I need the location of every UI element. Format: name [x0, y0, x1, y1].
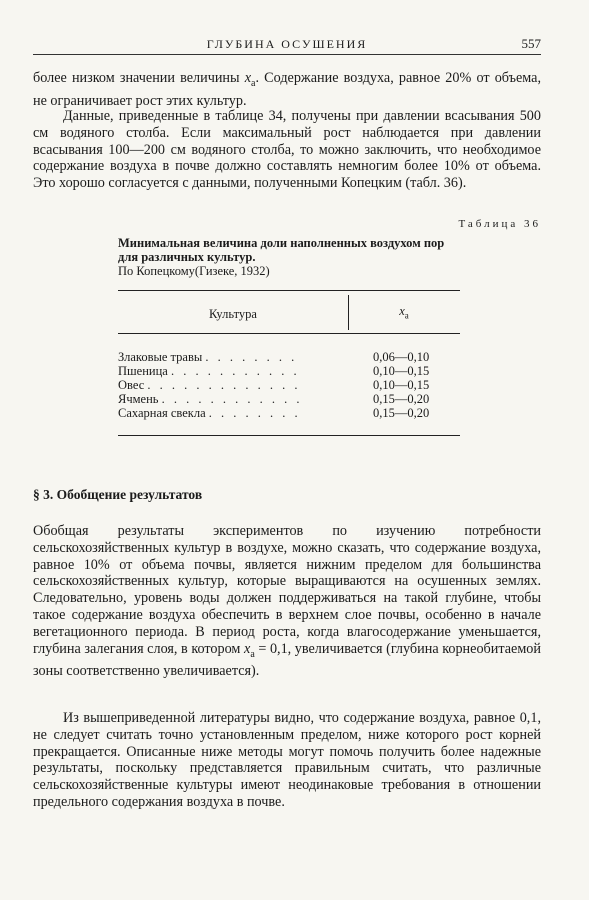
table-row: [118, 350, 460, 364]
table-title-block: [118, 236, 448, 278]
table-header-xa: [348, 304, 460, 321]
section-number: § 3.: [33, 487, 54, 502]
paragraph-3-text-a: Обобщая результаты экспериментов по изучению потребности сельскохозяйственных культур в воздухе, можно сказать, что содержание воздуха, равное 10% от объема почвы, является нижним пределом для большинства сельскохозяйственных культур, которые выращиваются на осушенных землях. Следовательно, уровень воды должен поддерживаться на такой глубине, чтобы такое содержание воздуха обеспечить в верхнем слое почвы, особенно в начале вегетационного периода. В период роста, когда влагосодержание уменьшается, глубина залегания слоя, в котором: [33, 523, 541, 657]
paragraph-3-text-b: = 0,1, увеличивается (глубина корнеобитаемой зоны соответственно увеличивается).: [33, 640, 541, 680]
crop-name: Пшеница: [118, 364, 168, 378]
table-rule-top: [118, 290, 460, 291]
table-cell-crop: [118, 350, 348, 364]
table-row: [118, 378, 460, 392]
crop-name: Овес: [118, 378, 145, 392]
table-header-xa-var: x: [399, 304, 405, 318]
section-heading: [33, 487, 202, 503]
table-rule-bottom: [118, 435, 460, 436]
table-row: [118, 392, 460, 406]
paragraph-1: [33, 70, 541, 109]
table-row: [118, 364, 460, 378]
variable-x: x: [244, 70, 252, 86]
page-number: 557: [521, 36, 541, 51]
table-header-crop: Культура: [209, 307, 257, 321]
leader-dots: . . . . . . . . . . . .: [161, 392, 303, 406]
paragraph-2: Данные, приведенные в таблице 34, получены при давлении всасывания 500 см водяного столба. Если максимальный рост наблюдается при давлении всасывания 100—200 см водяного столба, то можно заключить, что необходимое содержание воздуха в почве должно составлять немногим более 10% от объема. Это хорошо согласуется с данными, полученными Копецким (табл. 36).: [33, 108, 541, 192]
data-table: [118, 290, 460, 438]
leader-dots: . . . . . . . . . . . . .: [147, 378, 301, 392]
section-title: Обобщение результатов: [56, 487, 203, 502]
table-rule-mid: [118, 333, 460, 334]
table-header-xa-sub: a: [404, 310, 409, 321]
table-row: [118, 406, 460, 420]
crop-name: Злаковые травы: [118, 350, 203, 364]
variable-x: x: [244, 640, 251, 657]
table-cell-value: 0,10—0,15: [373, 364, 430, 378]
table-cell-crop: [118, 378, 348, 392]
table-caption: Таблица 36: [458, 218, 541, 230]
variable-subscript: a: [250, 648, 255, 660]
paragraph-3: [33, 523, 541, 680]
crop-name: Ячмень: [118, 392, 159, 406]
table-cell-value: 0,15—0,20: [373, 392, 430, 406]
leader-dots: . . . . . . . .: [208, 406, 301, 420]
leader-dots: . . . . . . . .: [205, 350, 298, 364]
paragraph-1-text-b: . Содержание воздуха, равное 20% от объема, не ограничивает рост этих культур.: [33, 70, 542, 109]
running-head: [33, 36, 541, 55]
table-cell-crop: [118, 392, 348, 406]
table-cell-value: 0,10—0,15: [373, 378, 430, 392]
table-cell-value: 0,06—0,10: [373, 350, 430, 364]
crop-name: Сахарная свекла: [118, 406, 206, 420]
leader-dots: . . . . . . . . . . .: [170, 364, 300, 378]
running-head-title: ГЛУБИНА ОСУШЕНИЯ: [206, 37, 368, 51]
table-cell-value: 0,15—0,20: [373, 406, 430, 420]
variable-subscript: a: [251, 77, 256, 89]
table-title: Минимальная величина доли наполненных воздухом пор для различных культур.: [118, 236, 445, 264]
table-cell-crop: [118, 406, 348, 420]
paragraph-1-text-a: более низком значении величины: [33, 70, 245, 86]
table-source: По Копецкому(Гизеке, 1932): [118, 264, 270, 278]
paragraph-4: Из вышеприведенной литературы видно, что содержание воздуха, равное 0,1, не следует считать точно установленным пределом, ниже которого рост корней прекращается. Описанные ниже методы могут помочь получить более надежные результаты, поскольку представляется правильным считать, что различные сельскохозяйственные культуры имеют неодинаковые требования в отношении предельного содержания воздуха в почве.: [33, 710, 541, 810]
table-cell-crop: [118, 364, 348, 378]
